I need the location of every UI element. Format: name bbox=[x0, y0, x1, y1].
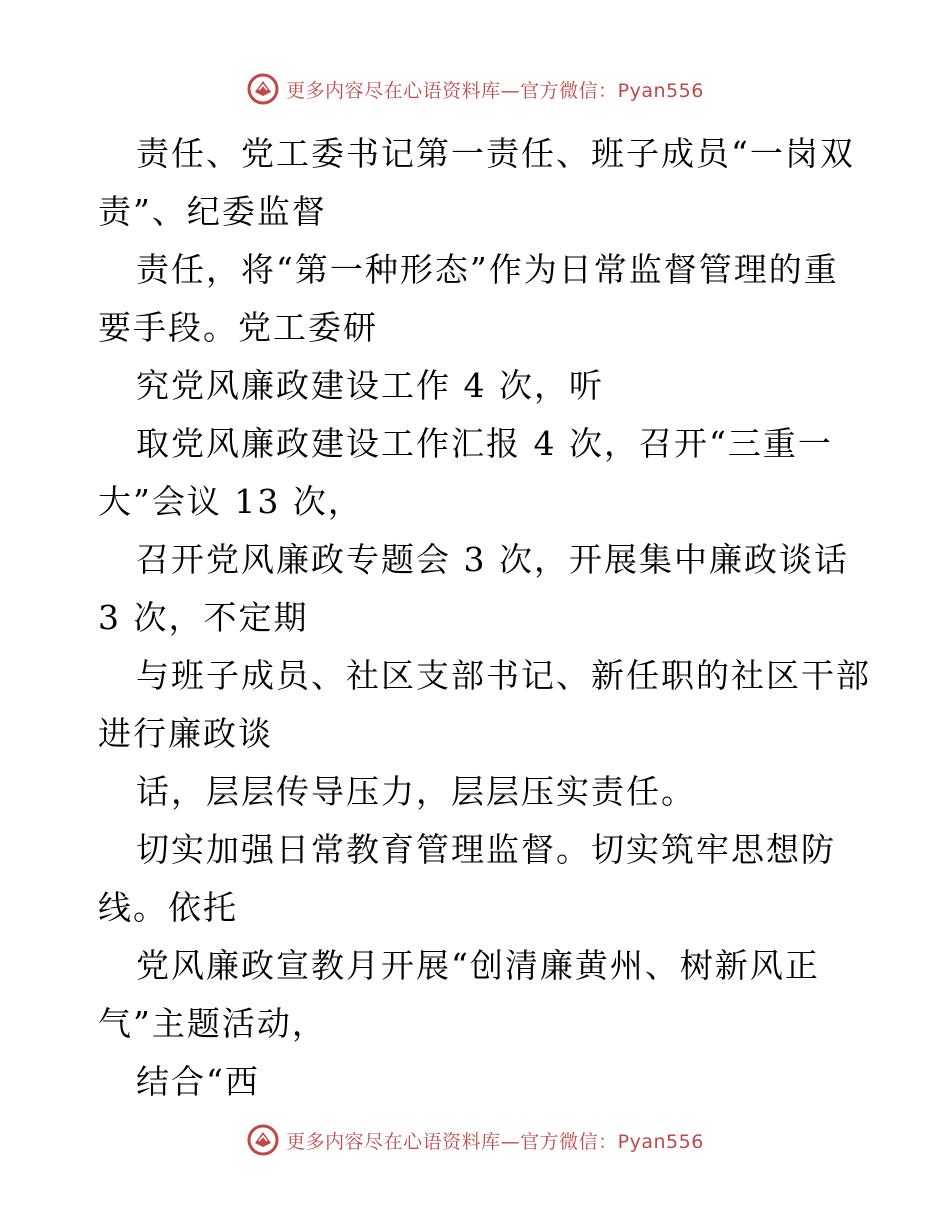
red-book-logo-icon bbox=[246, 1123, 280, 1157]
paragraph-line: 责任，将“第一种形态”作为日常监督管理的重 bbox=[136, 250, 839, 289]
paragraph-line: 要手段。党工委研 bbox=[98, 308, 378, 347]
paragraph-line: 线。依托 bbox=[98, 888, 238, 927]
paragraph-line: 大”会议 13 次， bbox=[98, 482, 363, 521]
paragraph-line: 责任、党工委书记第一责任、班子成员“一岗双 bbox=[136, 134, 855, 173]
footer-banner-text: 更多内容尽在心语资料库—官方微信：Pyan556 bbox=[286, 1130, 704, 1153]
paragraph-line: 结合“西 bbox=[136, 1062, 260, 1101]
footer-banner bbox=[0, 1120, 950, 1160]
paragraph-line: 3 次，不定期 bbox=[98, 598, 309, 637]
paragraph-line: 进行廉政谈 bbox=[98, 714, 273, 753]
paragraph-line: 党风廉政宣教月开展“创清廉黄州、树新风正 bbox=[136, 946, 820, 985]
paragraph-line: 责”、纪委监督 bbox=[98, 192, 327, 231]
paragraph-line: 切实加强日常教育管理监督。切实筑牢思想防 bbox=[136, 830, 836, 869]
paragraph-line: 与班子成员、社区支部书记、新任职的社区干部 bbox=[136, 656, 871, 695]
paragraph-line: 究党风廉政建设工作 4 次，听 bbox=[136, 366, 604, 405]
paragraph-line: 召开党风廉政专题会 3 次，开展集中廉政谈话 bbox=[136, 540, 849, 579]
document-body bbox=[98, 125, 871, 1111]
paragraph-line: 气”主题活动， bbox=[98, 1004, 327, 1043]
paragraph-line: 取党风廉政建设工作汇报 4 次，召开“三重一 bbox=[136, 424, 833, 463]
red-book-logo-icon bbox=[246, 72, 280, 106]
header-banner bbox=[0, 69, 950, 109]
header-banner-text: 更多内容尽在心语资料库—官方微信：Pyan556 bbox=[286, 79, 704, 102]
paragraph-line: 话，层层传导压力，层层压实责任。 bbox=[136, 772, 696, 811]
